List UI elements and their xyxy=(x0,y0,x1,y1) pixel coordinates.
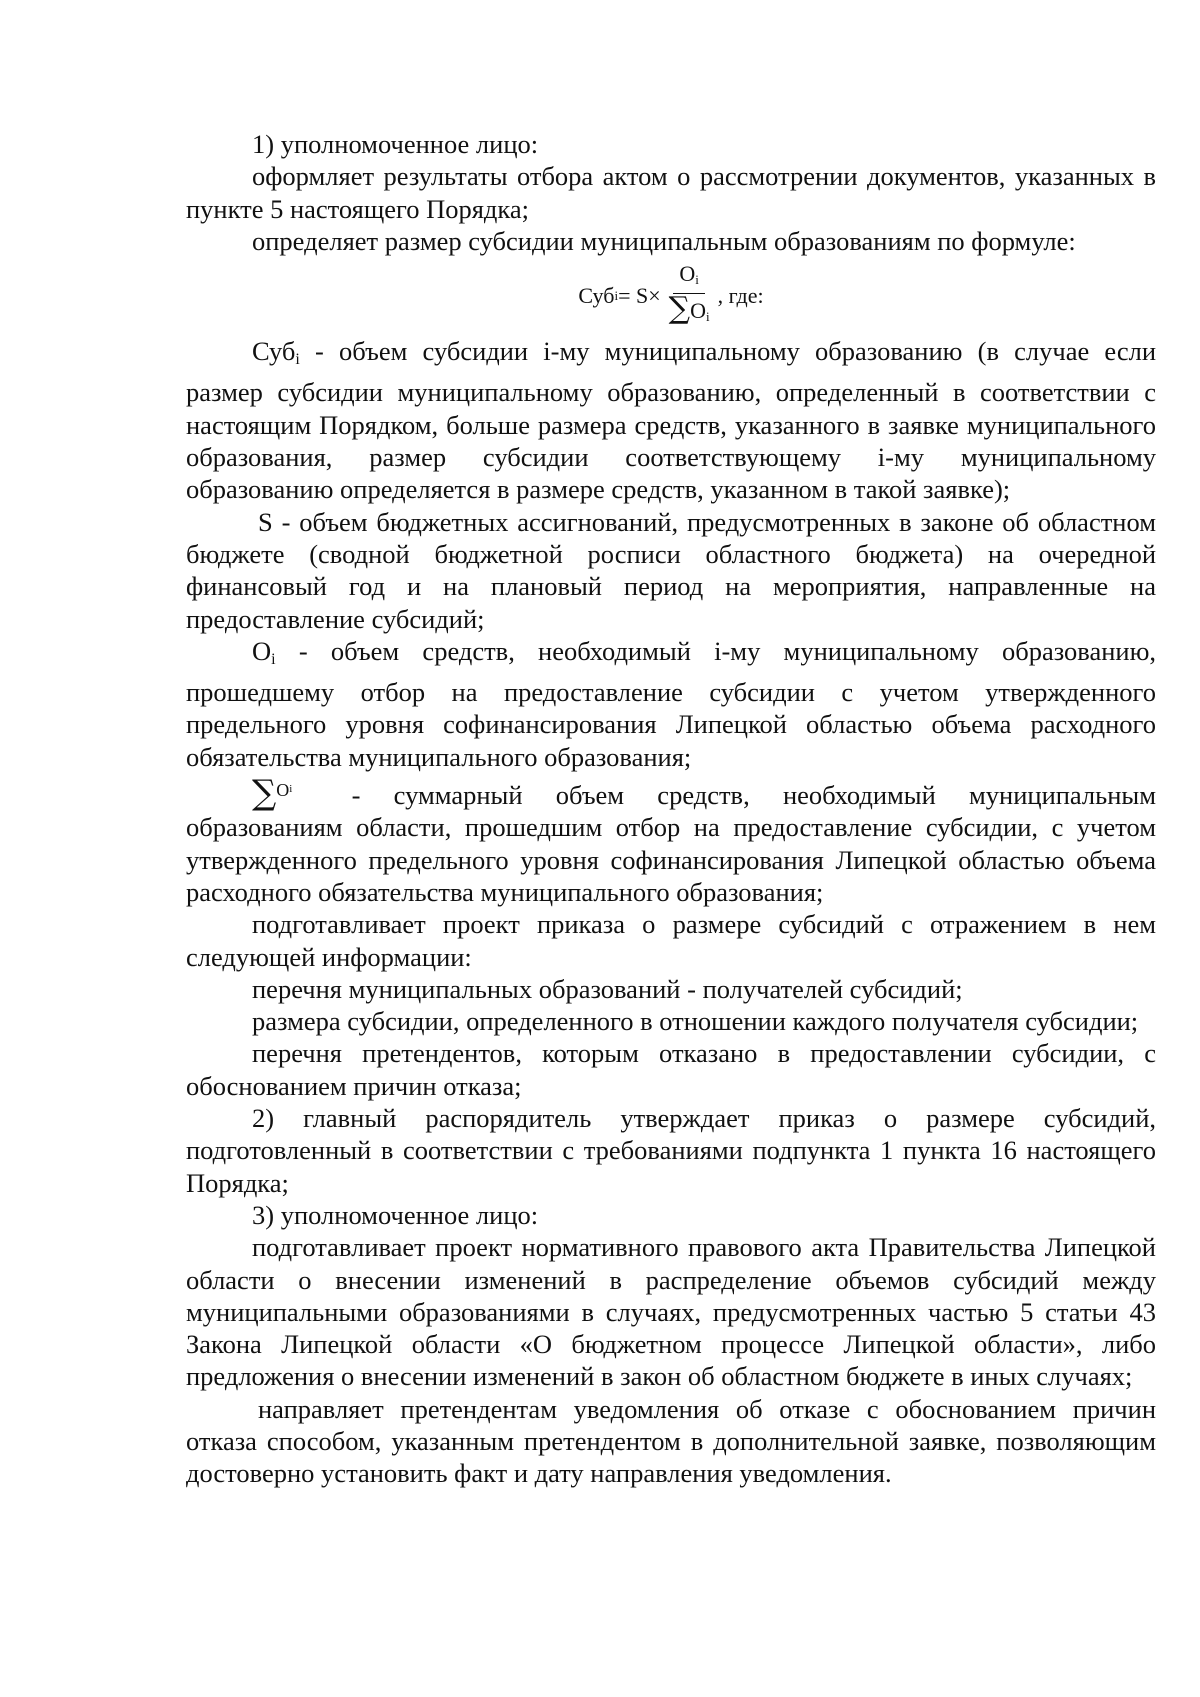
paragraph-5: S - объем бюджетных ассигнований, предусмотренных в законе об областном бюджете (сводной бюджетной росписи областного бюджета) на очередной финансовый год и на плановый период на мероприятия, направленные на предоставление субсидий; xyxy=(186,506,1156,634)
term-sub: Суб xyxy=(252,336,296,367)
paragraph-15: направляет претендентам уведомления об отказе с обоснованием причин отказа способом, указанным претендентом в дополнительной заявке, позволяющим достоверно установить факт и дату направления уведомления. xyxy=(186,1393,1156,1489)
formula-num-sub: i xyxy=(695,272,699,288)
formula-fraction xyxy=(663,261,716,331)
paragraph-3: определяет размер субсидии муниципальным образованиям по формуле: xyxy=(252,225,1076,256)
paragraph-13: 3) уполномоченное лицо: xyxy=(252,1199,539,1230)
paragraph-10: размера субсидии, определенного в отношении каждого получателя субсидии; xyxy=(252,1006,1139,1037)
formula-denominator xyxy=(663,291,716,331)
paragraph-9: перечня муниципальных образований - получателей субсидий; xyxy=(252,973,963,1004)
paragraph-7-text: - суммарный объем средств, необходимый муниципальным образованиям области, прошедшим отбор на предоставление субсидии, с учетом утвержденного предельного уровня софинансирования Липецкой областью объема расходного обязательства муниципального образования; xyxy=(186,780,1156,907)
formula-eq: = S× xyxy=(618,283,661,309)
paragraph-14: подготавливает проект нормативного правового акта Правительства Липецкой области о внесении изменений в распределение объемов субсидий между муниципальными образованиями в случаях, предусмотренных частью 5 статьи 43 Закона Липецкой области «О бюджетном процессе Липецкой области», либо предложения о внесении изменений в закон об областном бюджете в иных случаях; xyxy=(186,1232,1156,1392)
sum-o-index: i xyxy=(289,783,293,796)
formula-numerator xyxy=(673,261,705,294)
formula-den-sub: i xyxy=(705,309,710,325)
document-body xyxy=(186,128,1156,1490)
paragraph-6 xyxy=(186,635,1156,773)
formula-num-o: O xyxy=(679,261,696,287)
paragraph-12: 2) главный распорядитель утверждает приказ о размере субсидий, подготовленный в соответствии с требованиями подпункта 1 пункта 16 настоящего Порядка; xyxy=(186,1103,1156,1198)
paragraph-1: 1) уполномоченное лицо: xyxy=(252,129,539,159)
paragraph-11: перечня претендентов, которым отказано в предоставлении субсидии, с обоснованием причин отказа; xyxy=(186,1038,1156,1101)
formula-tail: , где: xyxy=(717,283,764,309)
paragraph-6-text: - объем средств, необходимый i-му муниципальному образованию, прошедшему отбор на предоставление субсидии с учетом утвержденного предельного уровня софинансирования Липецкой областью объема расходного обязательства муниципального образования; xyxy=(186,635,1156,772)
paragraph-8: подготавливает проект приказа о размере субсидий с отражением в нем следующей информации: xyxy=(186,909,1156,972)
formula-lhs-sub: i xyxy=(614,288,619,304)
sum-o-letter: O xyxy=(276,780,290,801)
paragraph-7 xyxy=(186,773,1156,908)
formula-lhs: Суб xyxy=(578,283,615,309)
sum-sigma: ∑ xyxy=(252,773,277,814)
subsidy-formula xyxy=(186,257,1156,335)
paragraph-4 xyxy=(186,335,1156,505)
paragraph-4-text: - объем субсидии i-му муниципальному образованию (в случае если размер субсидии муниципальному образованию, определенный в соответствии с настоящим Порядком, больше размера средств, указанного в заявке муниципального образования, размер субсидии соответствующему i-му муниципальному образованию определяется в размере средств, указанном в такой заявке); xyxy=(186,336,1156,505)
term-sub-index: i xyxy=(295,351,300,369)
term-o: O xyxy=(252,635,272,666)
formula-sigma: ∑ xyxy=(668,291,691,327)
formula-den-o: O xyxy=(690,298,706,324)
paragraph-2: оформляет результаты отбора актом о рассмотрении документов, указанных в пункте 5 настоящего Порядка; xyxy=(186,161,1156,224)
sum-o xyxy=(276,780,292,800)
term-o-index: i xyxy=(271,650,276,668)
